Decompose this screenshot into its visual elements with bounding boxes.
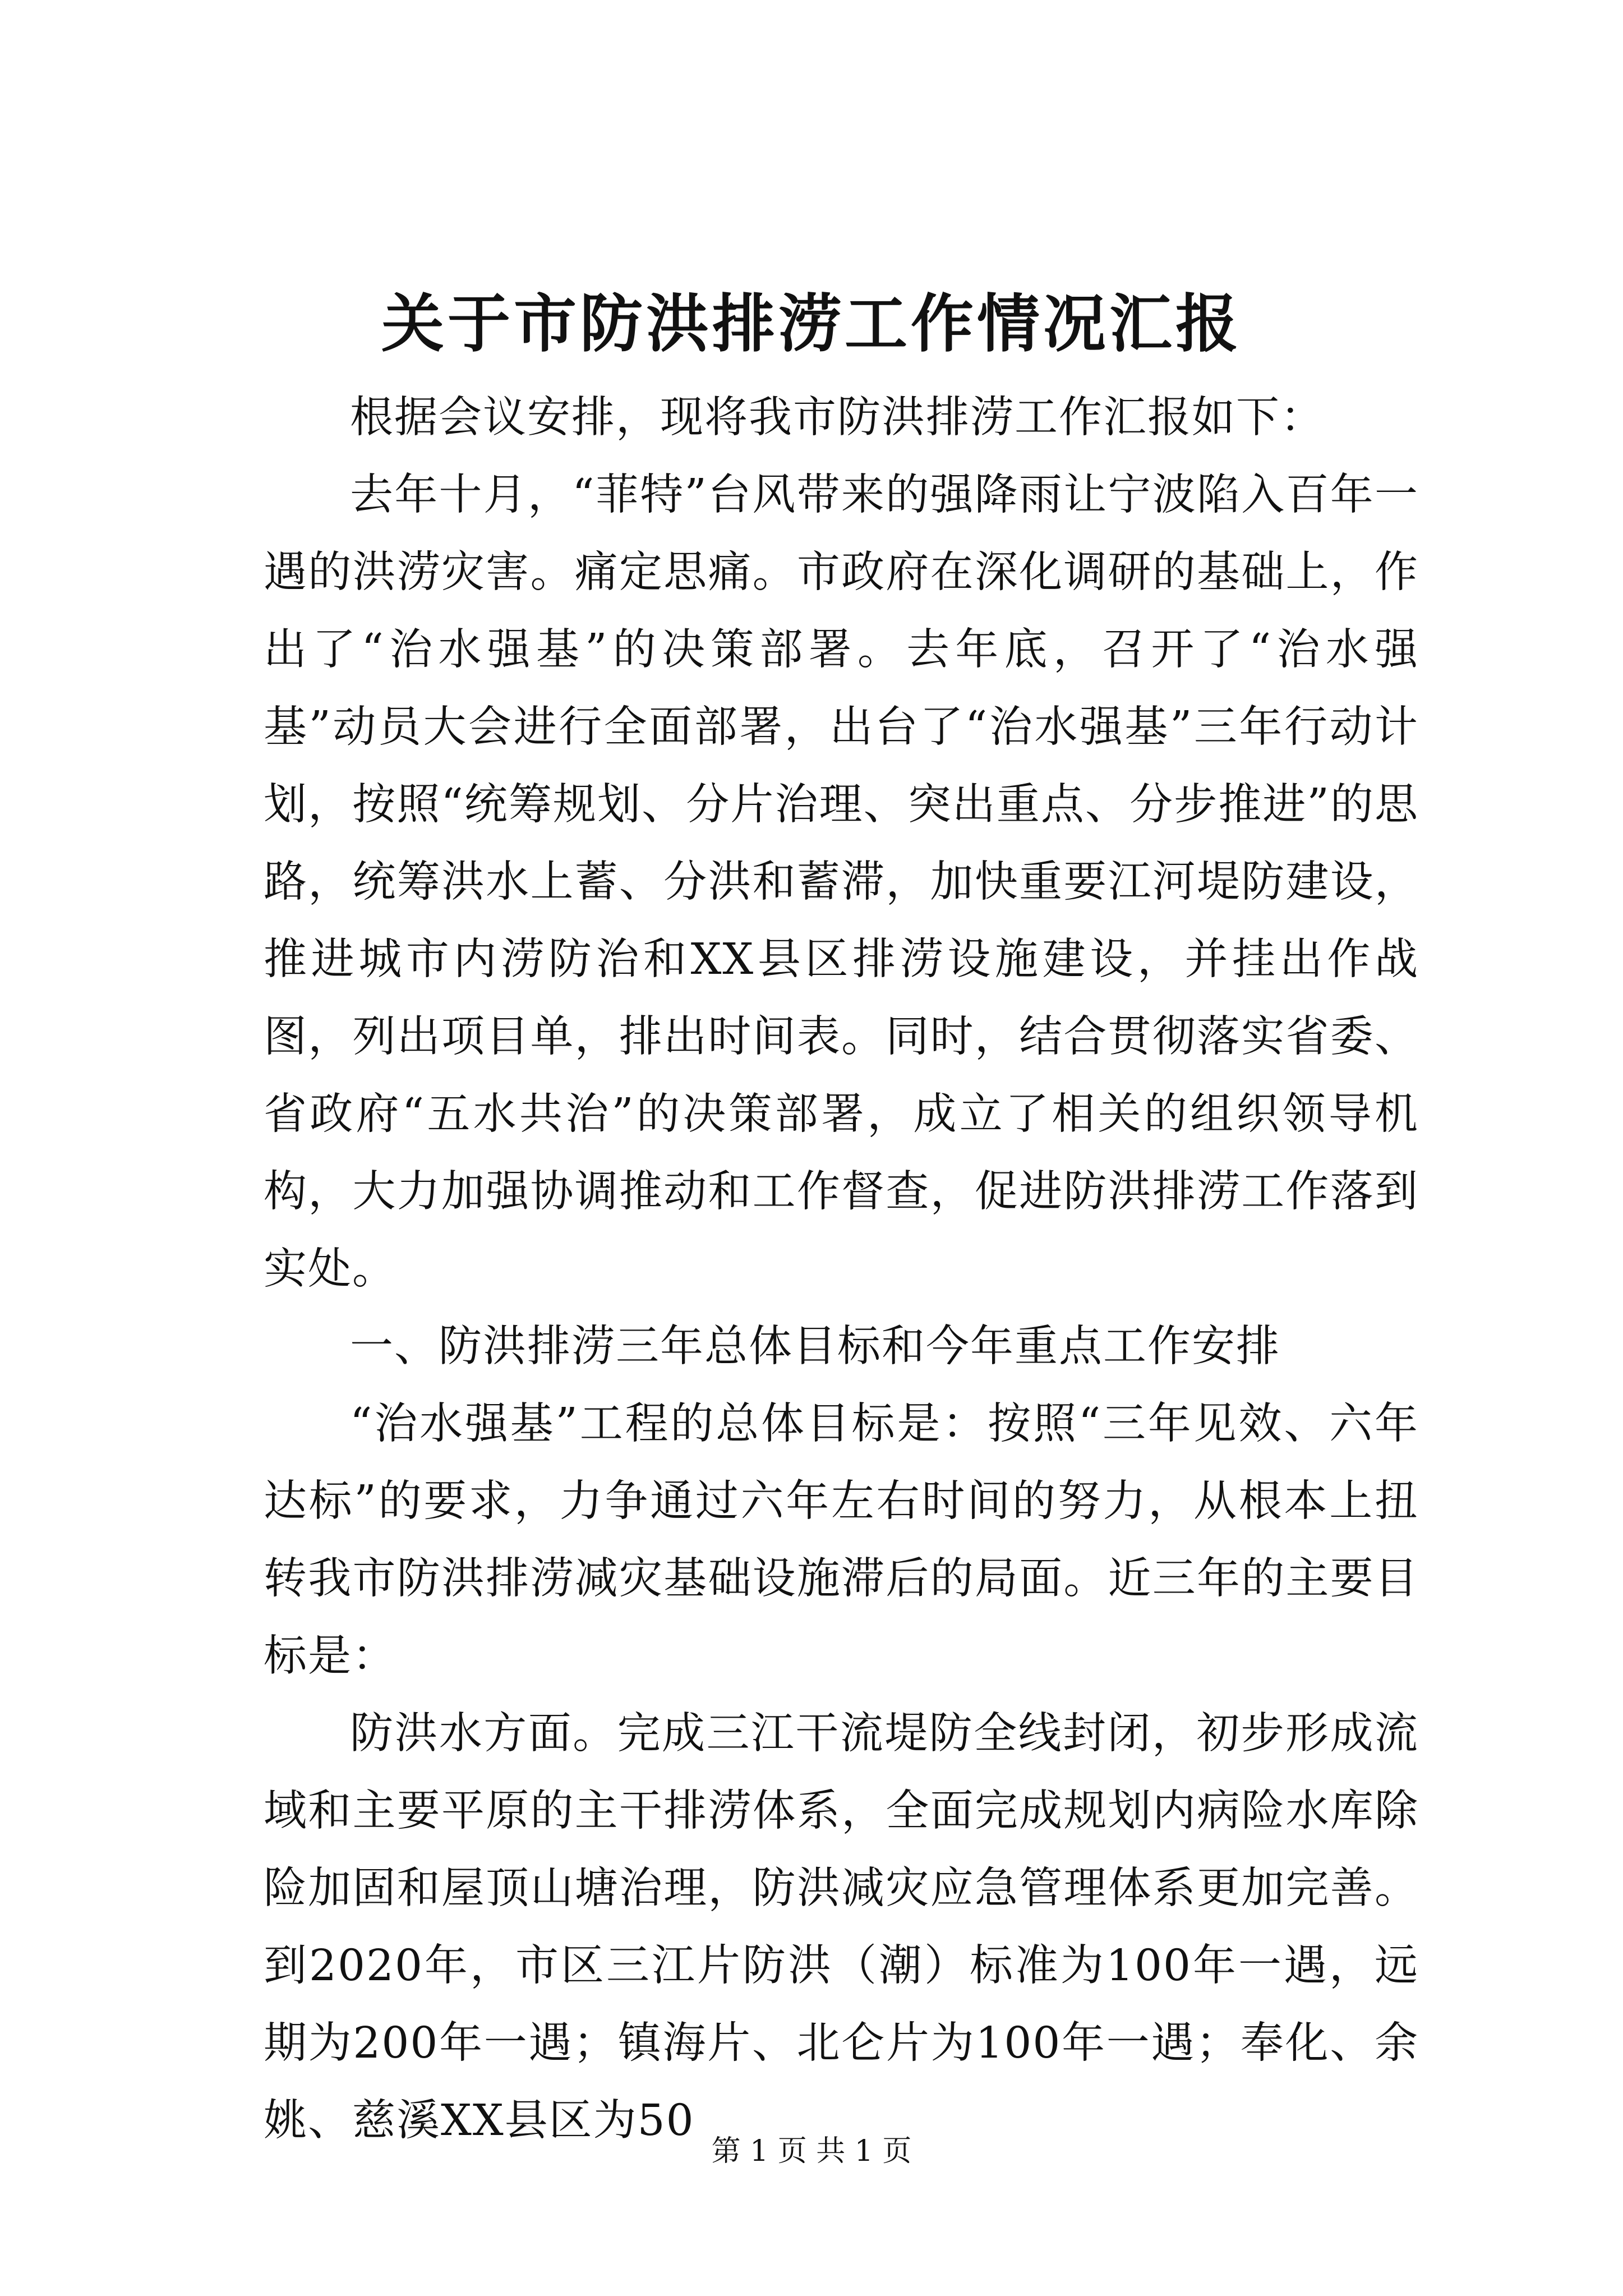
document-body [264,379,1419,2160]
document-title: 关于市防洪排涝工作情况汇报 [381,287,1242,361]
paragraph-flood-control: 防洪水方面。完成三江干流堤防全线封闭，初步形成流域和主要平原的主干排涝体系，全面完成规划内病险水库除险加固和屋顶山塘治理，防洪减灾应急管理体系更加完善。到2020年，市区三江片防洪（潮）标准为100年一遇，远期为200年一遇；镇海片、北仑片为100年一遇；奉化、余姚、慈溪XX县区为50 [264,1709,1419,2146]
page-footer: 第 1 页 共 1 页 [711,2134,912,2168]
section-heading-1: 一、防洪排涝三年总体目标和今年重点工作安排 [350,1322,1280,1372]
paragraph-intro: 根据会议安排，现将我市防洪排涝工作汇报如下： [350,393,1325,443]
paragraph-background: 去年十月，“菲特”台风带来的强降雨让宁波陷入百年一遇的洪涝灾害。痛定思痛。市政府在深化调研的基础上，作出了“治水强基”的决策部署。去年底，召开了“治水强基”动员大会进行全面部署，出台了“治水强基”三年行动计划，按照“统筹规划、分片治理、突出重点、分步推进”的思路，统筹洪水上蓄、分洪和蓄滞，加快重要江河堤防建设，推进城市内涝防治和XX县区排涝设施建设，并挂出作战图，列出项目单，排出时间表。同时，结合贯彻落实省委、省政府“五水共治”的决策部署，成立了相关的组织领导机构，大力加强协调推动和工作督查，促进防洪排涝工作落到实处。 [264,470,1419,1294]
paragraph-overall-goal: “治水强基”工程的总体目标是：按照“三年见效、六年达标”的要求，力争通过六年左右时间的努力，从根本上扭转我市防洪排涝减灾基础设施滞后的局面。近三年的主要目标是： [264,1399,1419,1681]
